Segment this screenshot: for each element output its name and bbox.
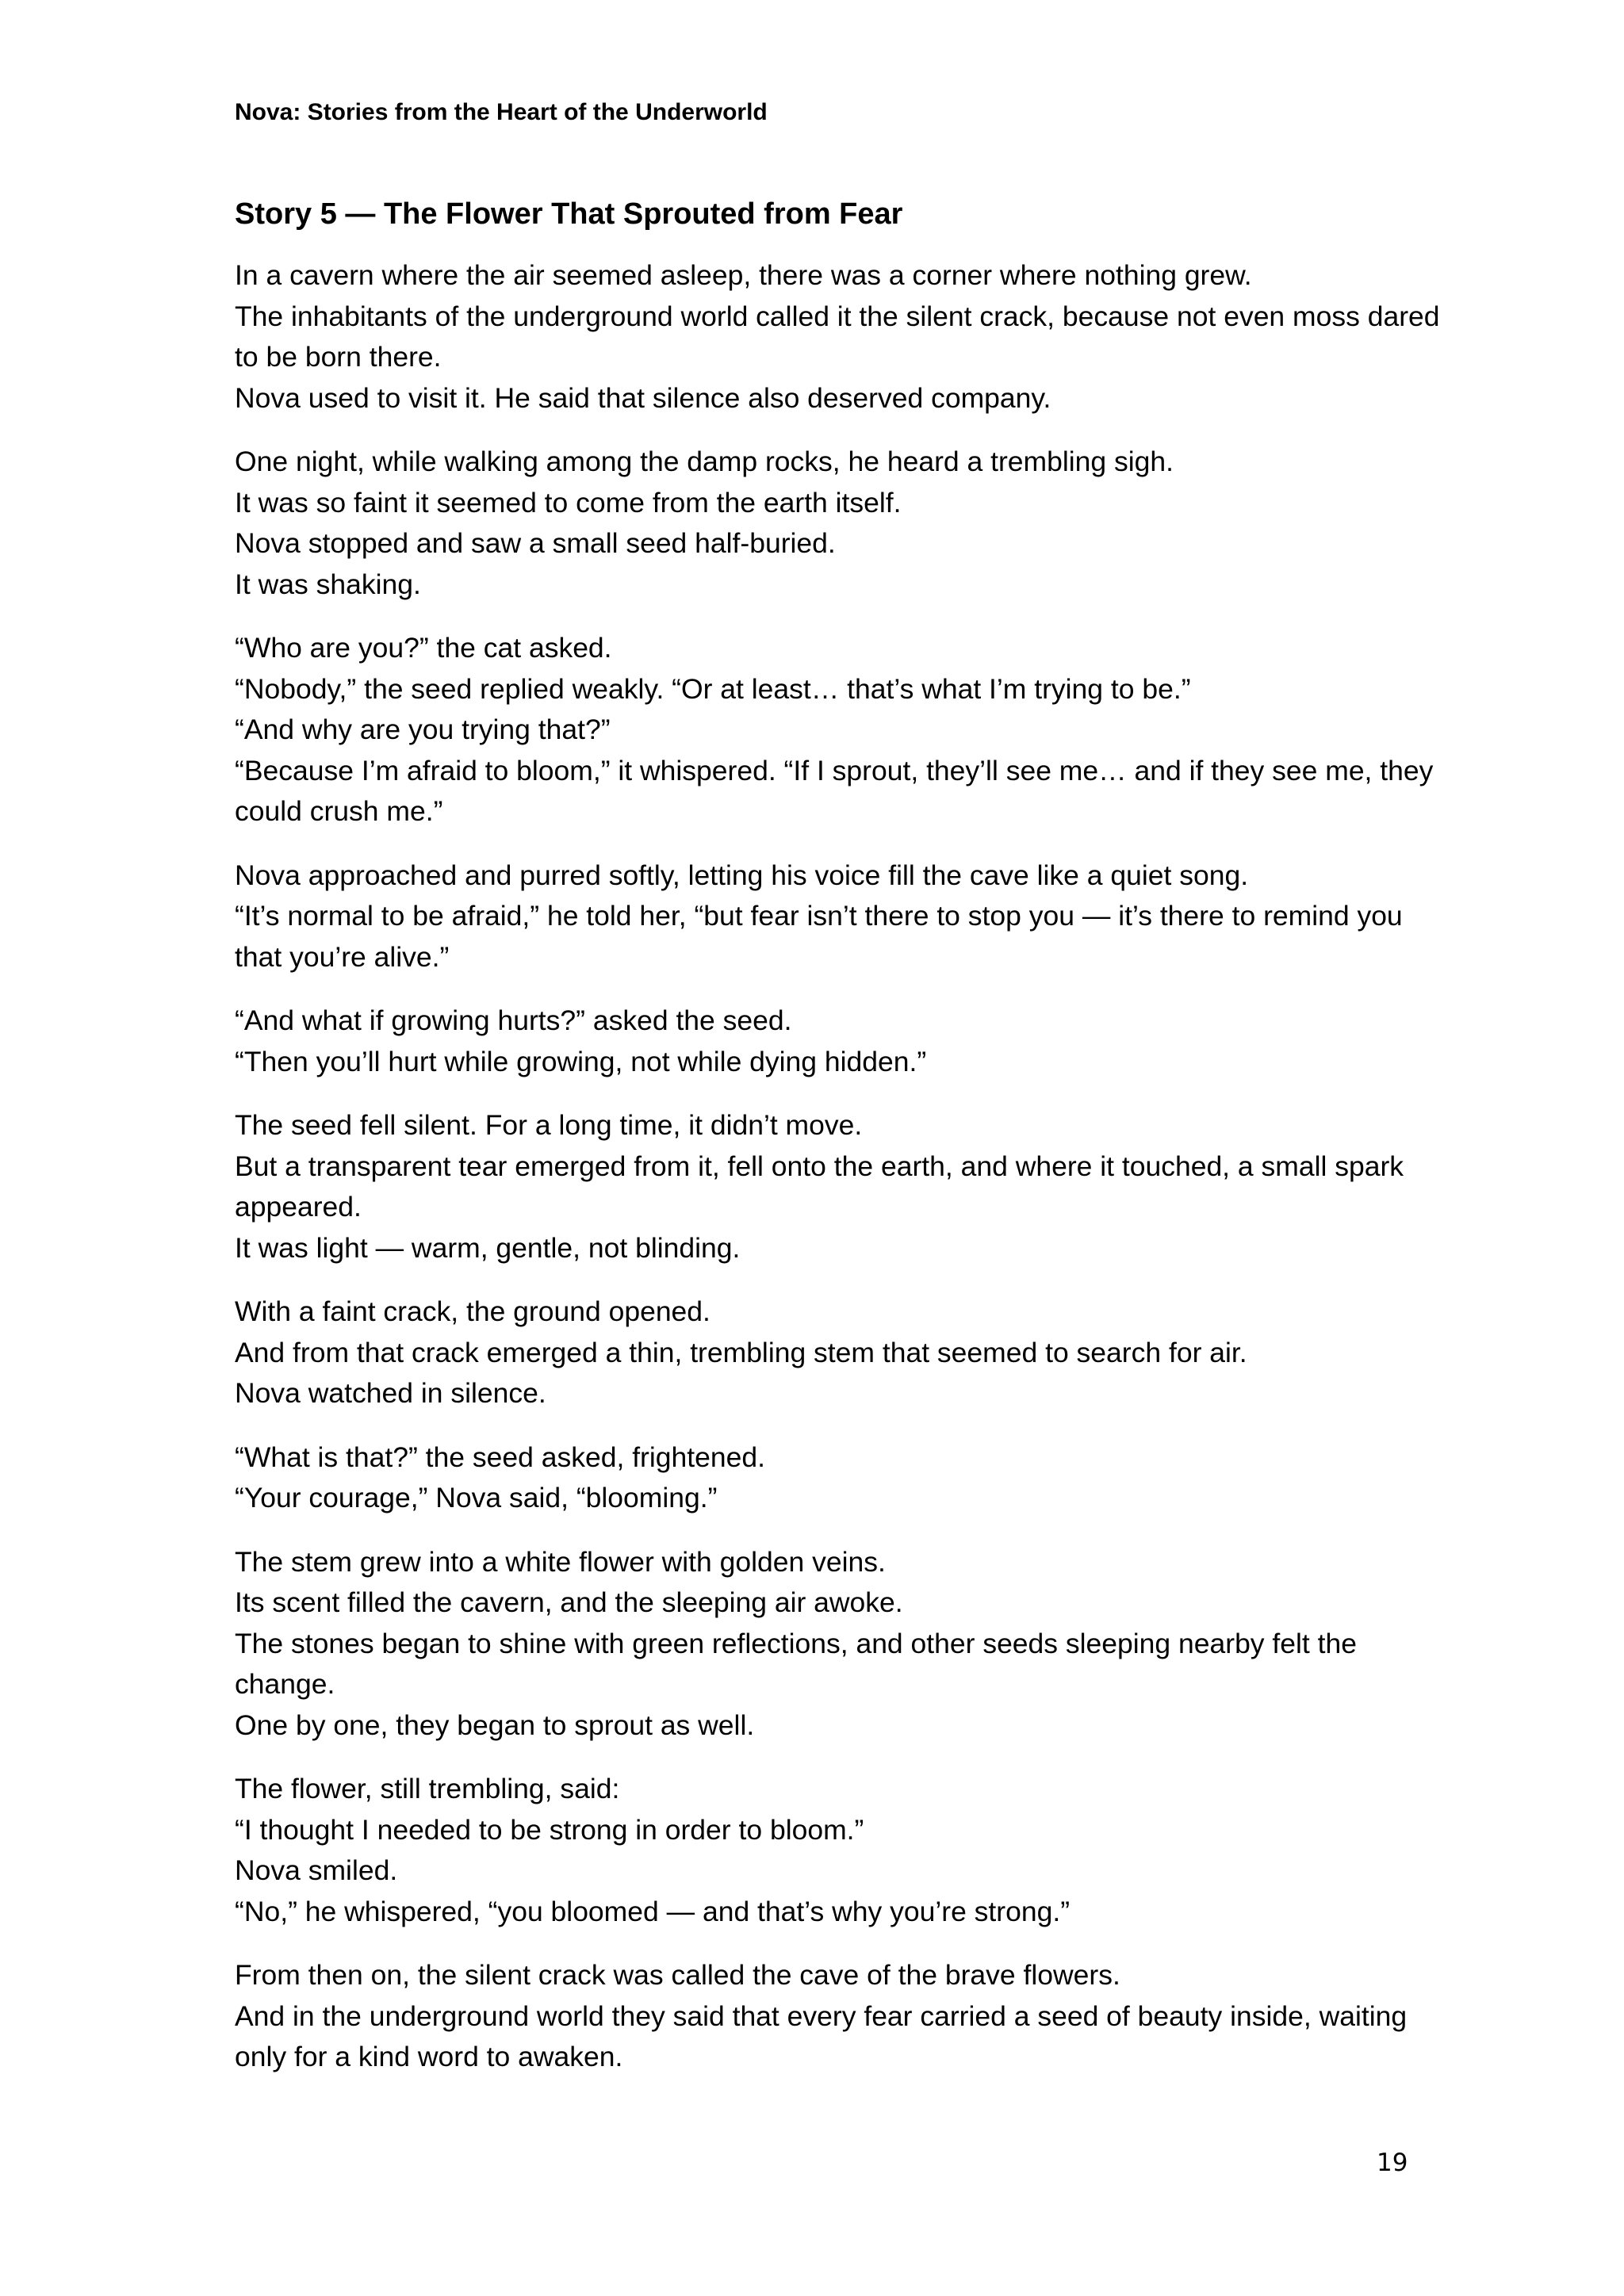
text-line: But a transparent tear emerged from it, fell onto the earth, and where it touched, a small spark xyxy=(235,1150,1404,1182)
text-line: “Then you’ll hurt while growing, not while dying hidden.” xyxy=(235,1045,927,1077)
text-line: only for a kind word to awaken. xyxy=(235,2041,623,2072)
text-line: Nova approached and purred softly, letting his voice fill the cave like a quiet song. xyxy=(235,859,1249,891)
text-line: “What is that?” the seed asked, frightened. xyxy=(235,1441,765,1473)
paragraph xyxy=(235,442,1408,605)
paragraph xyxy=(235,1105,1408,1269)
paragraph xyxy=(235,1001,1408,1082)
text-line: Nova used to visit it. He said that silence also deserved company. xyxy=(235,381,1051,414)
text-line: With a faint crack, the ground opened. xyxy=(235,1295,710,1327)
story-title: Story 5 — The Flower That Sprouted from Fear xyxy=(235,197,903,231)
text-line: The seed fell silent. For a long time, it didn’t move. xyxy=(235,1109,863,1141)
text-line: Nova stopped and saw a small seed half-buried. xyxy=(235,527,836,559)
text-line: It was shaking. xyxy=(235,568,421,600)
text-line: Its scent filled the cavern, and the sleeping air awoke. xyxy=(235,1586,903,1618)
text-line: “No,” he whispered, “you bloomed — and that’s why you’re strong.” xyxy=(235,1895,1071,1927)
text-line: “And what if growing hurts?” asked the seed. xyxy=(235,1004,792,1036)
text-line: And from that crack emerged a thin, trembling stem that seemed to search for air. xyxy=(235,1336,1247,1368)
story-body xyxy=(235,255,1440,2101)
text-line: The flower, still trembling, said: xyxy=(235,1773,620,1804)
text-line: It was light — warm, gentle, not blinding. xyxy=(235,1231,741,1264)
text-line: that you’re alive.” xyxy=(235,940,450,973)
text-line: “And why are you trying that?” xyxy=(235,714,611,745)
text-line: “Because I’m afraid to bloom,” it whispered. “If I sprout, they’ll see me… and if they see me, they xyxy=(235,754,1434,786)
text-line: “Nobody,” the seed replied weakly. “Or at least… that’s what I’m trying to be.” xyxy=(235,672,1191,705)
paragraph xyxy=(235,1955,1408,2078)
paragraph xyxy=(235,1769,1408,1932)
text-line: to be born there. xyxy=(235,341,442,373)
paragraph xyxy=(235,628,1434,832)
text-line: appeared. xyxy=(235,1191,362,1223)
paragraph xyxy=(235,855,1408,978)
page-number: 19 xyxy=(1377,2149,1408,2177)
text-line: could crush me.” xyxy=(235,795,443,827)
text-line: “Who are you?” the cat asked. xyxy=(235,632,612,664)
paragraph xyxy=(235,1437,1408,1519)
running-header: Nova: Stories from the Heart of the Underworld xyxy=(235,99,768,125)
text-line: One by one, they began to sprout as well. xyxy=(235,1709,755,1741)
text-line: One night, while walking among the damp rocks, he heard a trembling sigh. xyxy=(235,446,1174,477)
text-line: change. xyxy=(235,1668,335,1700)
text-line: And in the underground world they said that every fear carried a seed of beauty inside, waiting xyxy=(235,1999,1408,2032)
text-line: The stem grew into a white flower with golden veins. xyxy=(235,1545,886,1578)
text-line: “Your courage,” Nova said, “blooming.” xyxy=(235,1482,718,1513)
paragraph xyxy=(235,1292,1408,1414)
paragraph xyxy=(235,1542,1408,1747)
text-line: From then on, the silent crack was called the cave of the brave flowers. xyxy=(235,1959,1120,1991)
text-line: “It’s normal to be afraid,” he told her, “but fear isn’t there to stop you — it’s there to remind you xyxy=(235,900,1403,932)
text-line: “I thought I needed to be strong in order to bloom.” xyxy=(235,1813,864,1846)
text-line: Nova smiled. xyxy=(235,1854,398,1886)
text-line: Nova watched in silence. xyxy=(235,1377,546,1409)
text-line: In a cavern where the air seemed asleep, there was a corner where nothing grew. xyxy=(235,259,1252,291)
text-line: The inhabitants of the underground world called it the silent crack, because not even moss dared xyxy=(235,300,1440,332)
paragraph xyxy=(235,255,1440,419)
text-line: The stones began to shine with green reflections, and other seeds sleeping nearby felt the xyxy=(235,1627,1357,1659)
text-line: It was so faint it seemed to come from the earth itself. xyxy=(235,486,902,519)
